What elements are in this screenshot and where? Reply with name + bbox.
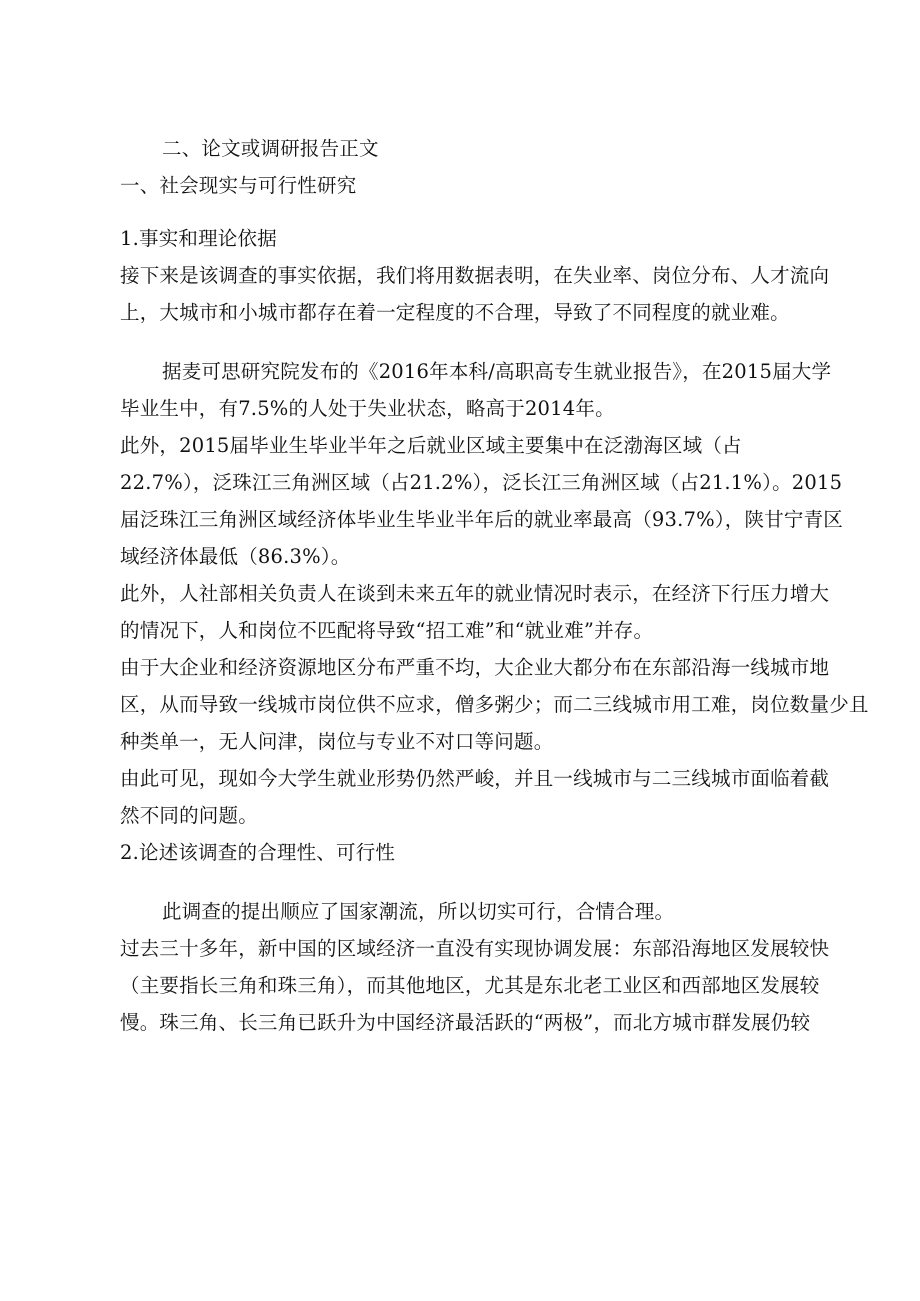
paragraph-line: 由于大企业和经济资源地区分布严重不均，大企业大都分布在东部沿海一线城市地: [120, 656, 830, 679]
paragraph-line: 慢。珠三角、长三角已跃升为中国经济最活跃的“两极”，而北方城市群发展仍较: [120, 1011, 811, 1034]
document-body: [120, 130, 869, 1041]
paragraph-line: 接下来是该调查的事实依据，我们将用数据表明，在失业率、岗位分布、人才流向: [120, 264, 830, 287]
paragraph-line: 届泛珠江三角洲区域经济体毕业生毕业半年后的就业率最高（93.7%），陕甘宁青区: [120, 508, 843, 531]
paragraph-2: [120, 353, 860, 427]
paragraph-line: 此外，2015届毕业生毕业半年之后就业区域主要集中在泛渤海区域（占: [120, 434, 742, 457]
paragraph-line: 域经济体最低（86.3%）。: [120, 545, 351, 568]
paragraph-1: [120, 257, 860, 331]
paragraph-line: 22.7%），泛珠江三角洲区域（占21.2%），泛长江三角洲区域（占21.1%）。2015: [120, 471, 843, 494]
paragraph-line: 过去三十多年，新中国的区域经济一直没有实现协调发展：东部沿海地区发展较快: [120, 937, 830, 960]
heading-main: 二、论文或调研报告正文: [162, 137, 379, 160]
paragraph-5: [120, 649, 869, 760]
paragraph-6: [120, 760, 860, 834]
paragraph-line: 上，大城市和小城市都存在着一定程度的不合理，导致了不同程度的就业难。: [120, 301, 790, 324]
paragraph-8: [120, 930, 860, 1041]
paragraph-line: 毕业生中，有7.5%的人处于失业状态，略高于2014年。: [120, 397, 615, 420]
heading-section-1: 一、社会现实与可行性研究: [120, 174, 357, 197]
paragraph-line: 种类单一，无人问津，岗位与专业不对口等问题。: [120, 730, 554, 753]
paragraph-line: 此外，人社部相关负责人在谈到未来五年的就业情况时表示，在经济下行压力增大: [120, 582, 830, 605]
paragraph-3: [120, 427, 860, 575]
paragraph-4: [120, 575, 860, 649]
paragraph-line: 据麦可思研究院发布的《2016年本科/高职高专生就业报告》，在2015届大学: [162, 360, 832, 383]
paragraph-line: （主要指长三角和珠三角），而其他地区，尤其是东北老工业区和西部地区发展较: [120, 974, 820, 997]
paragraph-line: 此调查的提出顺应了国家潮流，所以切实可行，合情合理。: [162, 900, 675, 923]
heading-1-2: 2.论述该调查的合理性、可行性: [120, 841, 396, 864]
paragraph-7: [120, 893, 860, 930]
heading-1-1: 1.事实和理论依据: [120, 227, 277, 250]
paragraph-line: 区，从而导致一线城市岗位供不应求，僧多粥少；而二三线城市用工难，岗位数量少且: [120, 693, 869, 716]
paragraph-line: 由此可见，现如今大学生就业形势仍然严峻，并且一线城市与二三线城市面临着截: [120, 767, 830, 790]
paragraph-line: 然不同的问题。: [120, 804, 258, 827]
paragraph-line: 的情况下，人和岗位不匹配将导致“招工难”和“就业难”并存。: [120, 619, 654, 642]
